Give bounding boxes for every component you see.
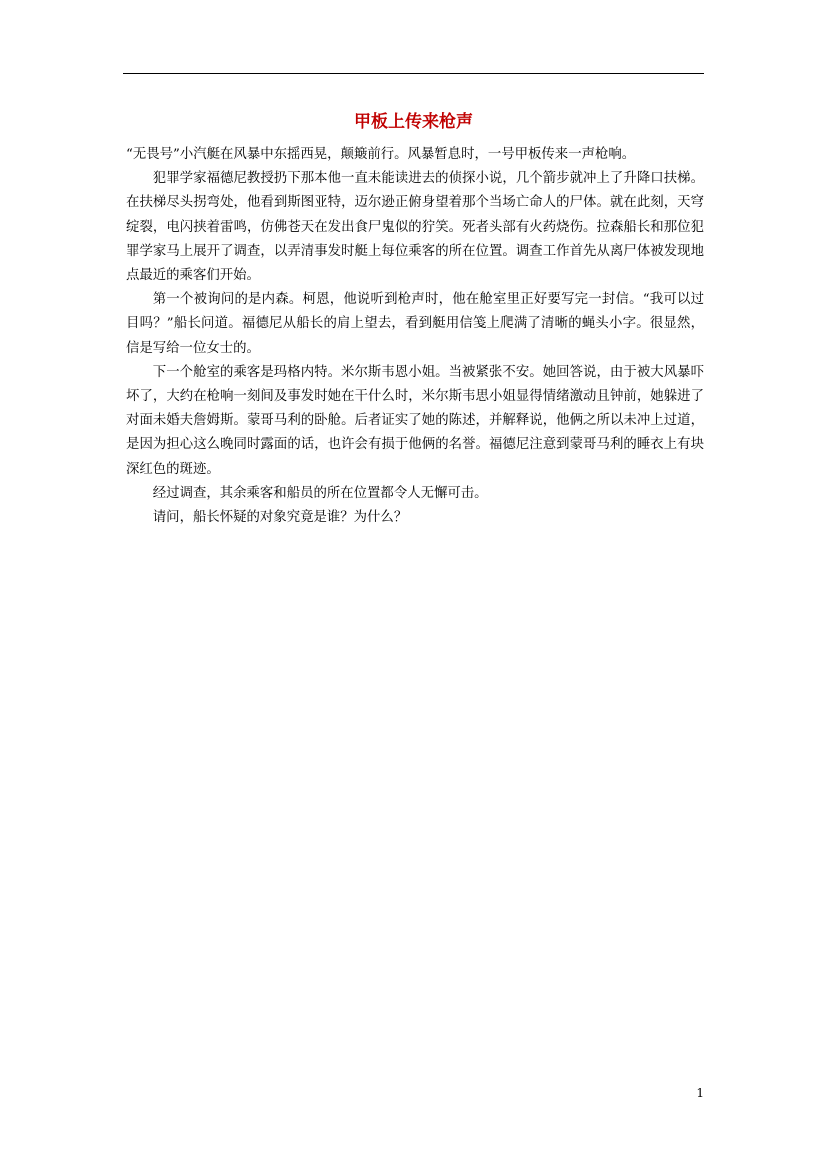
document-title: 甲板上传来枪声 xyxy=(354,112,473,132)
paragraph-5: 经过调查，其余乘客和船员的所在位置都令人无懈可击。 xyxy=(152,485,488,501)
paragraph-4: 下一个舱室的乘客是玛格内特。米尔斯韦恩小姐。当被紧张不安。她回答说，由于被大风暴吓坏了，大约在枪响一刻间及事发时她在干什么时，米尔斯韦思小姐显得情绪激动且钟前，她躲进了对面未婚夫詹姆斯。蒙哥马利的卧舱。后者证实了她的陈述，并解释说，他俩之所以未冲上过道，是因为担心这么晚同时露面的话，也许会有损于他俩的名誉。福德尼注意到蒙哥马利的睡衣上有块深红色的斑迹。 xyxy=(126,364,704,477)
document-body xyxy=(126,143,704,530)
header-rule xyxy=(123,73,704,74)
paragraph-2: 犯罪学家福德尼教授扔下那本他一直未能读进去的侦探小说，几个箭步就冲上了升降口扶梯。在扶梯尽头拐弯处，他看到斯图亚特，迈尔逊正俯身望着那个当场亡命人的尸体。就在此刻，天穹绽裂，电闪挟着雷鸣，仿佛苍天在发出食尸鬼似的狞笑。死者头部有火药烧伤。拉森船长和那位犯罪学家马上展开了调查，以弄清事发时艇上每位乘客的所在位置。调查工作首先从离尸体被发现地点最近的乘客们开始。 xyxy=(126,171,704,284)
paragraph-1: “无畏号”小汽艇在风暴中东摇西晃，颠簸前行。风暴暂息时，一号甲板传来一声枪响。 xyxy=(126,147,636,162)
paragraph-6: 请问，船长怀疑的对象究竟是谁？为什么？ xyxy=(152,510,408,526)
paragraph-3: 第一个被询问的是内森。柯恩，他说听到枪声时，他在舱室里正好要写完一封信。“我可以过目吗？”船长问道。福德尼从船长的肩上望去，看到艇用信笺上爬满了清晰的蝇头小字。很显然，信是写给一位女士的。 xyxy=(126,292,704,356)
page-number: 1 xyxy=(696,1086,704,1100)
